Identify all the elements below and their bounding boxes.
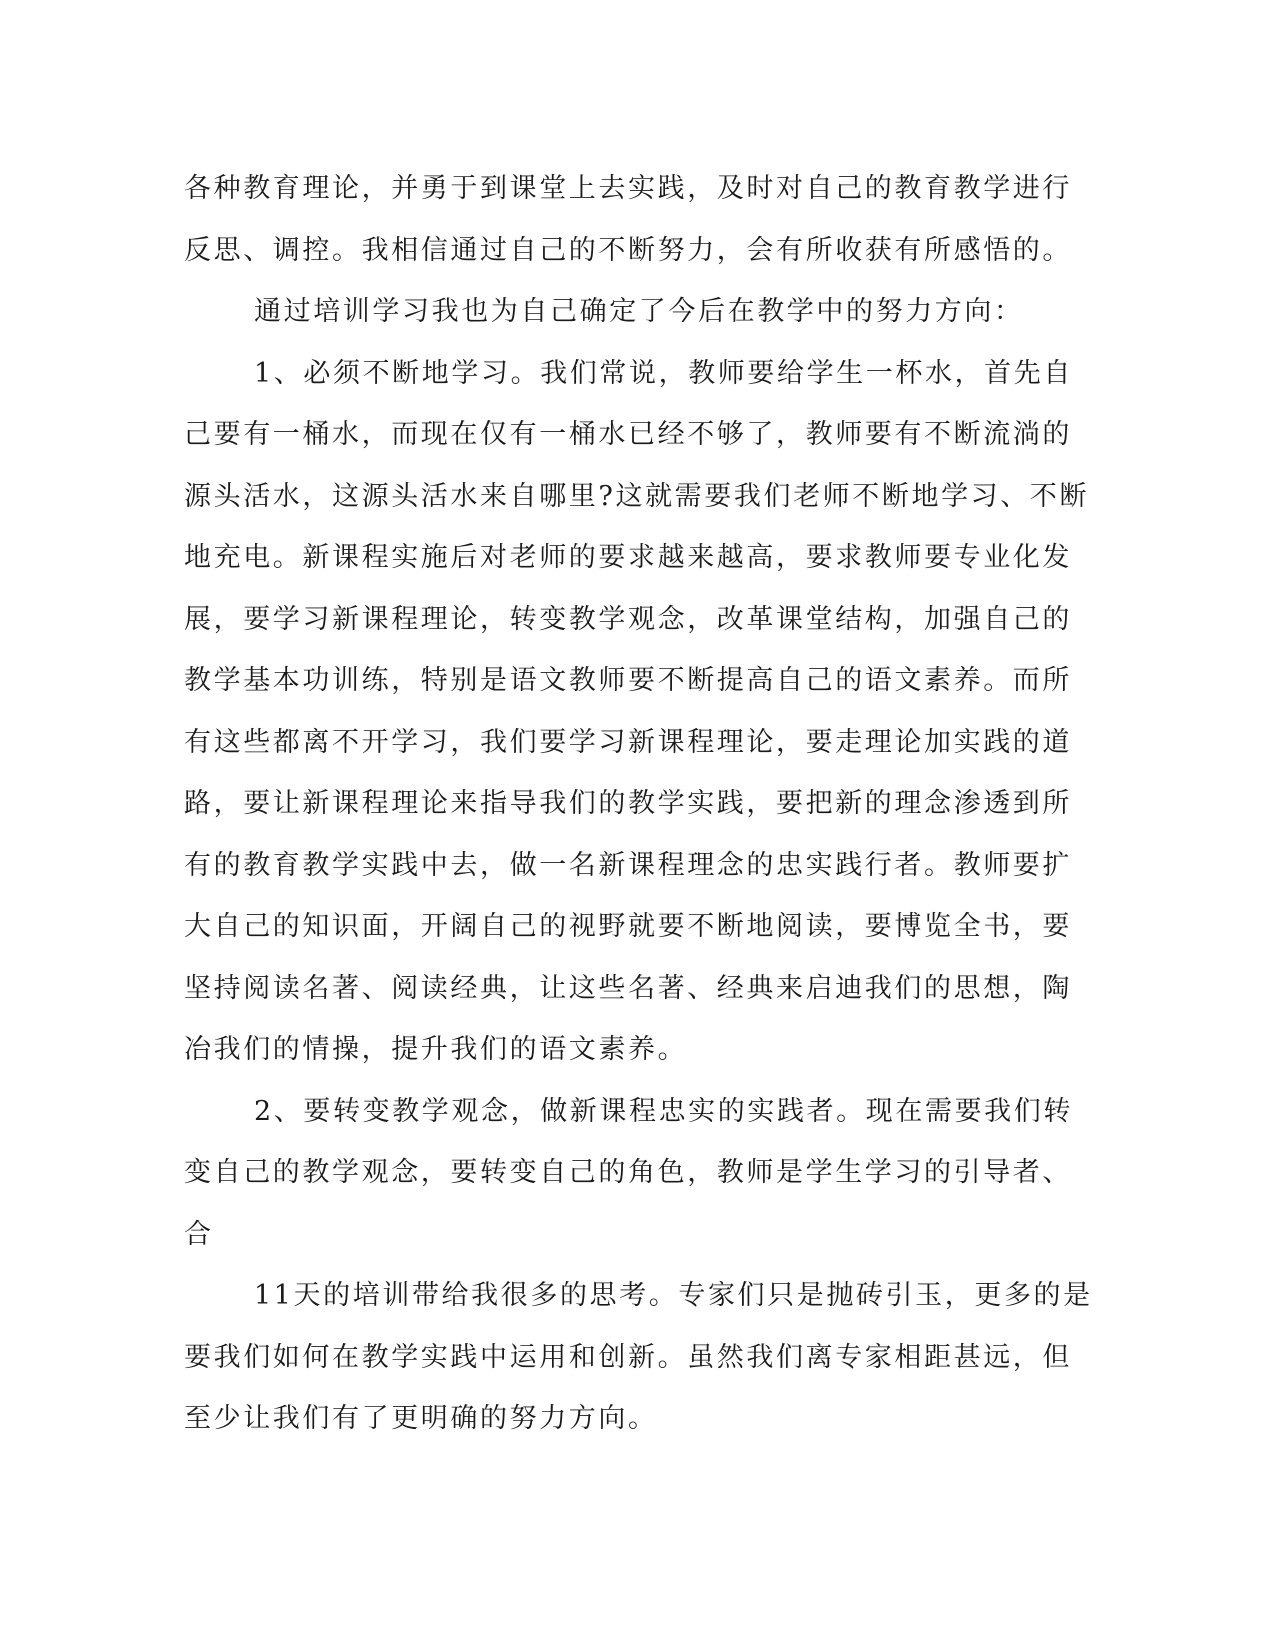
text-line: 冶我们的情操，提升我们的语文素养。: [184, 1034, 688, 1065]
text-line: 地充电。新课程实施后对老师的要求越来越高，要求教师要专业化发: [184, 542, 1072, 573]
text-line: 教学基本功训练，特别是语文教师要不断提高自己的语文素养。而所: [184, 665, 1072, 696]
text-line: 通过培训学习我也为自己确定了今后在教学中的努力方向：: [254, 296, 1024, 327]
text-line: 己要有一桶水，而现在仅有一桶水已经不够了，教师要有不断流淌的: [184, 419, 1072, 450]
text-line: 11天的培训带给我很多的思考。专家们只是抛砖引玉，更多的是: [254, 1280, 1093, 1311]
text-line: 至少让我们有了更明确的努力方向。: [184, 1403, 658, 1434]
text-line: 有这些都离不开学习，我们要学习新课程理论，要走理论加实践的道: [184, 726, 1072, 758]
text-line: 变自己的教学观念，要转变自己的角色，教师是学生学习的引导者、: [184, 1157, 1072, 1188]
text-line: 有的教育教学实践中去，做一名新课程理念的忠实践行者。教师要扩: [184, 849, 1072, 881]
text-line: 1、必须不断地学习。我们常说，教师要给学生一杯水，首先自: [254, 357, 1073, 389]
text-line: 路，要让新课程理论来指导我们的教学实践，要把新的理念渗透到所: [184, 788, 1072, 819]
text-line: 坚持阅读名著、阅读经典，让这些名著、经典来启迪我们的思想，陶: [184, 972, 1072, 1004]
text-line: 反思、调控。我相信通过自己的不断努力，会有所收获有所感悟的。: [184, 234, 1072, 266]
text-line: 展，要学习新课程理论，转变教学观念，改革课堂结构，加强自己的: [184, 603, 1072, 635]
text-line: 源头活水，这源头活水来自哪里?这就需要我们老师不断地学习、不断: [184, 480, 1090, 512]
document-body: [184, 158, 1093, 1450]
text-line: 各种教育理论，并勇于到课堂上去实践，及时对自己的教育教学进行: [184, 173, 1072, 204]
text-line: 2、要转变教学观念，做新课程忠实的实践者。现在需要我们转: [254, 1095, 1073, 1127]
text-line: 大自己的知识面，开阔自己的视野就要不断地阅读，要博览全书，要: [184, 911, 1072, 942]
text-line: 要我们如何在教学实践中运用和创新。虽然我们离专家相距甚远，但: [184, 1341, 1072, 1373]
text-line: 合: [184, 1218, 214, 1250]
